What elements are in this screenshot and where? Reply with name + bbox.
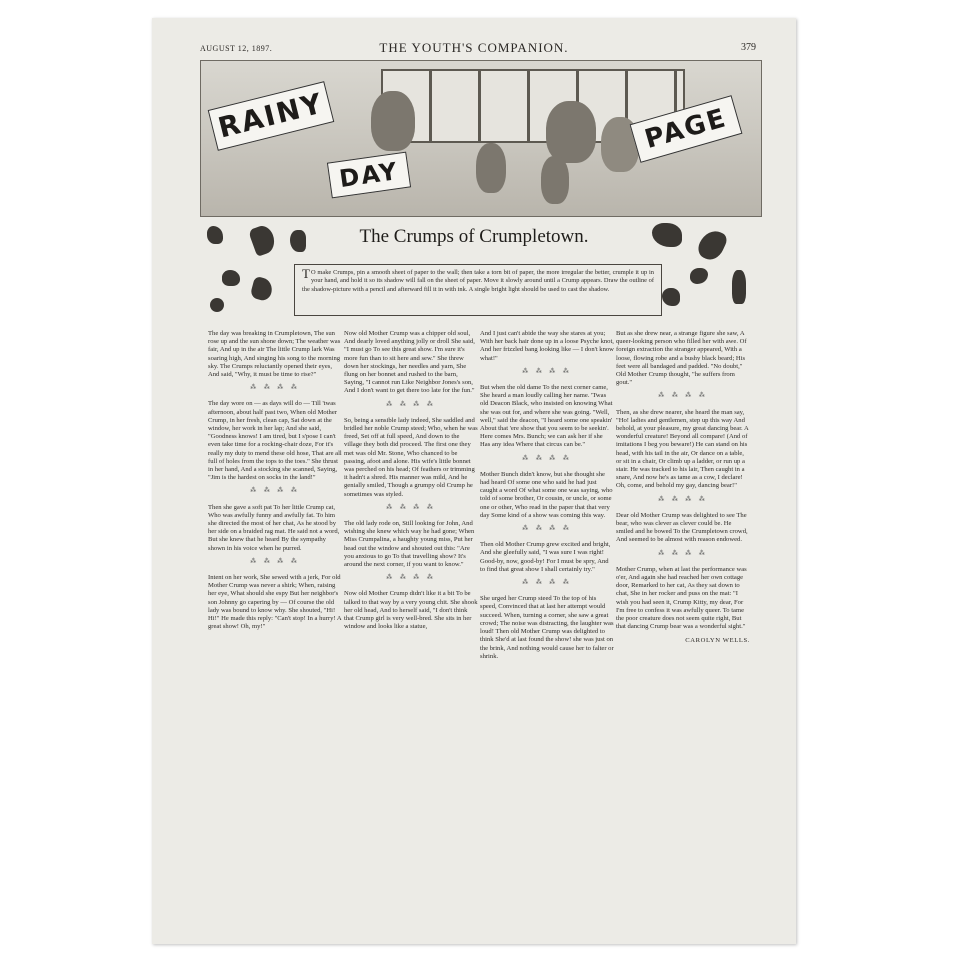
stanza-separator: ⁂ ⁂ ⁂ ⁂ (522, 580, 572, 587)
stanza: But when the old dame To the next corner came, She heard a man loudly calling her name. 'Twas old Deacon Black, who insisted on knowing What she was out for, and where she was going. "Well, well," said the deacon, "I heard some one speakin' About that 'ere show that you seem to be seekin'. Here comes Mrs. Bunch; we can ask her if she Has any idea Where that circus can be." (480, 384, 613, 449)
poem-column-3 (480, 330, 614, 666)
poem-column-1 (208, 330, 342, 637)
stanza-separator: ⁂ ⁂ ⁂ ⁂ (250, 558, 300, 565)
page-number: 379 (741, 42, 756, 53)
poem-column-4 (616, 330, 750, 645)
stanza: The old lady rode on, Still looking for John, And wishing she knew which way he had gone; When Miss Crumpalina, a haughty young miss, Put her head out the window and shouted out this: "Are you anxious to go To that travelling show? It's around the next corner, if you want to know." (344, 520, 475, 569)
crump-silhouette-icon (290, 230, 306, 252)
crump-silhouette-icon (732, 270, 746, 304)
stanza: Then old Mother Crump grew excited and bright, And she gleefully said, "I was sure I was right! Good-by, now, good-by! For I must be spry, And to find that great show I shall certainly try." (480, 541, 611, 573)
crump-silhouette-icon (222, 270, 240, 286)
issue-date: AUGUST 12, 1897. (200, 44, 273, 53)
stanza-separator: ⁂ ⁂ ⁂ ⁂ (658, 393, 708, 400)
author-signature: CAROLYN WELLS. (685, 636, 750, 644)
banner-word-day: DAY (327, 152, 411, 199)
stanza: She urged her Crump steed To the top of his speed, Convinced that at last her attempt would succeed. When, turning a corner, she saw a great crowd; The noise was distracting, the laughter was loud! Then old Mother Crump was delighted to think She'd at last found the show! she was just on the brink, And nothing would cause her to falter or shrink. (480, 595, 614, 660)
stanza: Now old Mother Crump didn't like it a bit To be talked to that way by a very young chit. She shook her old head, And to herself said, "I don't think that Crump girl is very well-bred. She sits in her window and looks like a statue, (344, 590, 478, 631)
stanza: So, being a sensible lady indeed, She saddled and bridled her noble Crump steed; Who, when he was freed, Set off at full speed, And down to the village they both did proceed. The first one they met was old Mr. Stone, Who chanced to be passing, afoot and alone. His wife's little bonnet was perched on his head; Of feathers or trimming it hadn't a shred. His manner was mild, And he genially smiled, Though a grumpy old Crump he sometimes was styled. (344, 416, 478, 498)
child-figure (546, 101, 596, 163)
stanza-separator: ⁂ ⁂ ⁂ ⁂ (522, 368, 572, 375)
stanza-separator: ⁂ ⁂ ⁂ ⁂ (522, 455, 572, 462)
child-figure (371, 91, 415, 151)
magazine-page (152, 18, 796, 944)
crump-silhouette-icon (207, 226, 223, 244)
stanza-separator: ⁂ ⁂ ⁂ ⁂ (386, 575, 436, 582)
magazine-title: THE YOUTH'S COMPANION. (379, 40, 569, 55)
drop-cap: T (302, 266, 310, 281)
child-figure (476, 143, 506, 193)
stanza: But as she drew near, a strange figure she saw, A queer-looking person who filled her with awe. Of foreign extraction the stranger appeared, With a loose, flowing robe and a bushy black beard; His feet were all bandaged and padded. "No doubt," Old Mother Crump thought, "he suffers from gout." (616, 330, 747, 387)
stanza: Then she gave a soft pat To her little Crump cat, Who was awfully funny and awfully fat. To him she directed the most of her chat, As he stood by her side on a braided rag mat. He said not a word, But she knew that he heard By the sympathy shown in his voice when he purred. (208, 503, 340, 552)
stanza: Mother Crump, when at last the performance was o'er, And again she had reached her own cottage door, Remarked to her cat, As they sat down to chat, She in her rocker and puss on the mat: "I wish you had seen it, Crump Kitty, my dear, For I'm free to confess it was awfully queer. To tame the poor creature does not seem quite right, But that dancing Crump bear was a wonderful sight." (616, 565, 747, 631)
banner-word-page: PAGE (630, 95, 743, 163)
stanza: And I just can't abide the way she stares at you; With her back hair done up in a loose Psyche knot, And her frizzled bang looking like — I don't know what!" (480, 330, 614, 362)
crump-silhouette-icon (210, 298, 224, 312)
instructions-text: O make Crumps, pin a smooth sheet of paper to the wall; then take a torn bit of paper, the more irregular the better, crumple it up in your hand, and hold it so its shadow will fall on the sheet of paper. Move it slowly around until a Crump appears. Draw the outline of the shadow-picture with a pencil and afterward fill it in with ink. A single bright light should be used to cast the shadow. (302, 269, 654, 293)
stanza: The day was breaking in Crumpletown, The sun rose up and the sun shone down; The weather was fair, And up in the air The little Crump lark Was soaring high, And singing his song to the morning sky. The Crumps reluctantly opened their eyes, And said, "Why, it must be time to rise?" (208, 330, 341, 379)
stanza-separator: ⁂ ⁂ ⁂ ⁂ (658, 496, 708, 503)
stanza-separator: ⁂ ⁂ ⁂ ⁂ (250, 385, 300, 392)
instructions-box (294, 264, 662, 316)
banner-word-rainy: RAINY (208, 81, 335, 151)
crump-silhouette-icon (662, 288, 680, 306)
stanza-separator: ⁂ ⁂ ⁂ ⁂ (250, 488, 300, 495)
stanza: Mother Bunch didn't know, but she thought she had heard Of some one who said he had just caught a word Of what some one was saying, who told of some brother, Or cousin, or uncle, or some one or other, Who read in the paper that that very day Some kind of a show was coming this way. (480, 470, 613, 519)
child-figure (541, 156, 569, 204)
stanza-separator: ⁂ ⁂ ⁂ ⁂ (658, 550, 708, 557)
stanza: Then, as she drew nearer, she heard the man say, "Ho! ladies and gentlemen, step up this way And behold, at your pleasure, my great dancing bear. A wonderful creature! Beyond all compare! (And of imitations I beg you beware!) He can stand on his head, with his tail in the air, Or dance on a table, or sit in a chair, Or climb up a ladder, or run up a stair. He was tracked to his lair, Then caught in a snare, And now he's as tame as a cow, I declare! Oh, come, and behold my gay, dancing bear!" (616, 408, 749, 490)
stanza: Now old Mother Crump was a chipper old soul, And dearly loved anything jolly or droll She said, "I must go To see this great show. I'm sure it's more fun than to sit here and sew." She threw down her stockings, her needles and yarn, She flung on her bonnet and rushed to the barn, Saying, "I cannot run Like Neighbor Jones's son, And I don't want to get there too late for the fun." (344, 330, 475, 395)
rainy-day-banner-illustration (200, 60, 762, 217)
article-title: The Crumps of Crumpletown. (359, 226, 589, 247)
page-header (152, 40, 796, 54)
stanza: Intent on her work, She sewed with a jerk, For old Mother Crump was never a shirk; When, raising her eye, What should she espy But her neighbor's son Johnny go capering by — Of course the old lady was bound to know why. She shouted, "Hi! Hi!" He made this reply: "Can't stop! In a hurry! A great show! Oh, my!" (208, 574, 342, 631)
crump-silhouette-icon (690, 268, 708, 284)
stanza: Dear old Mother Crump was delighted to see The bear, who was clever as clever could be. He smiled and he bowed To the Crumpletown crowd, And seemed to be almost with reason endowed. (616, 511, 748, 544)
stanza-separator: ⁂ ⁂ ⁂ ⁂ (522, 526, 572, 533)
crump-silhouette-icon (249, 276, 274, 302)
stanza-separator: ⁂ ⁂ ⁂ ⁂ (386, 504, 436, 511)
stanza-separator: ⁂ ⁂ ⁂ ⁂ (386, 401, 436, 408)
stanza: The day wore on — as days will do — Till 'twas afternoon, about half past two, When old Mother Crump, in her fresh, clean cap, Sat down at the window, her work in her lap; And she said, "Goodness knows! I am tired, but I s'pose I can't even take time for a rocking-chair doze, For it's really my duty to mend these old hose, That are all full of holes from the tops to the toes." She thrust in her hand, And a stocking she scanned, Saying, "Jim is the hardest on socks in the land!" (208, 400, 342, 482)
poem-column-2 (344, 330, 478, 637)
